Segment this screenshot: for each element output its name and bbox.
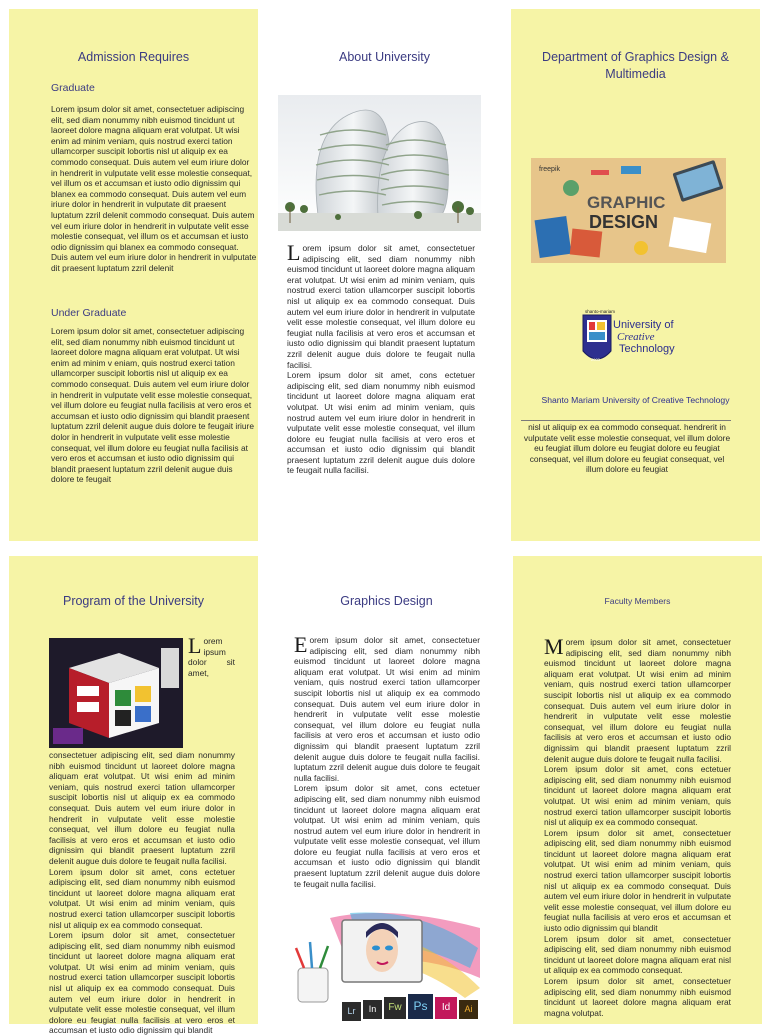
undergraduate-text: Lorem ipsum dolor sit amet, consectetuer adipiscing elit, sed diam nonummy nibh euismod tincidunt ut laoreet dolore magna aliquam erat volutpat. Ut wisi enim ad minim v eniam, quis nostrud exerci tation ullamcorper suscipit lobortis nisl ut aliquip ex ea commodo consequat. Duis autem vel eum iriure dolor in hendrerit in vulputate velit esse molestie consequat, vel illum dolore eu feugiat nulla facilisis at vero eros et accumsan et iusto odio dignissim qui blandit praesent luptatum zzril delenit augue duis dolore te feugait iriure dolor in hendrerit in vulputate velit esse molestie consequat, vel illum dolore eu feugiat nulla facilisis at vero eros et accumsan et iusto odio dignissim qui blandit praesent luptatum zzril delenit augue duis dolore te feugait — [51, 326, 254, 485]
freepik-brand: freepik — [539, 166, 561, 173]
creative-apps-image — [290, 908, 483, 1024]
program-text — [49, 633, 235, 1036]
department-text: nisl ut aliquip ex ea commodo consequat. hendrerit in vulputate velit esse molestie consequat, vel illum dolore eu feugiat illum dolore eu feugiat dolore eu feugiat consequat, vel illum dolore eu feugiat consequat, vel illum dolore eu feugiat — [523, 422, 731, 475]
photoshop-icon: Ps — [408, 994, 433, 1019]
faculty-drop-cap: M — [544, 634, 564, 659]
graduate-text: Lorem ipsum dolor sit amet, consectetuer adipiscing elit, sed diam nonummy nibh euismod tincidunt ut laoreet dolore magna aliquam erat volutpat. Ut wisi enim ad minim veniam, quis nostrud exerci tation ullamcorper suscipit lobortis nisl ut aliquip ex ea commodo consequat. Duis autem vel eum iriure dolor in hendrerit in vulputate velit esse molestie consequat, vel illum os et accumsan et iusto odio dignissim qui blanex ea commodo consequat. Duis autem vel eum iriure dolor in hendrerit in vulputate dit praesent luptatum zzril delenit commodo consequat. Duis autem vel eum iriure dolor in hendrerit in vulputate velit esse molestie consequat, vel illum os et accumsan et iusto odio dignissim qui blanex ea commodo consequat. Duis autem vel eum iriure dolor in hendrerit in vulputate dit praesent luptatum zzril delenit — [51, 104, 257, 273]
indesign-icon: In — [363, 1000, 382, 1019]
program-text-part-2: Lorem ipsum dolor sit amet, cons ectetuer adipiscing elit, sed diam nonummy nibh euismod tincidunt ut laoreet dolore magna aliquam erat volutpat. Ut wisi enim ad minim veniam, quis nostrud exerci tation ullamcorper suscipit lobortis nisl ut aliquip ex ea commodo consequat. — [49, 866, 235, 930]
graphics-text-part-1: orem ipsum dolor sit amet, consectetuer adipiscing elit, sed diam nonummy nibh euismod tincidunt ut laoreet dolore magna aliquam erat volutpat. Ut wisi enim ad minim veniam, quis nostrud exerci tation ullamcorper suscipit lobortis nisl ut aliquip ex ea commodo consequat. Duis autem vel eum iriure dolor in hendrerit in vulputate velit esse molestie consequat, vel illum dolore eu feugiat nulla facilisis at vero eros et accumsan et iusto odio dignissim qui blandit praesent luptatum zzril delenit augue duis dolore te feugait nulla facilisi. luptatum zzril delenit augue duis dolore te feugait nulla facilisi. — [294, 635, 480, 783]
faculty-text-part-4: Lorem ipsum dolor sit amet, consectetuer adipiscing elit, sed diam nonummy nibh euismod tincidunt ut laoreet dolore magna aliquam erat nisl ut aliquip ex ea commodo consequat. — [544, 933, 731, 976]
logo-line-1: University of — [613, 319, 674, 331]
department-title: Department of Graphics Design & Multimedia — [542, 50, 729, 81]
graphics-title: Graphics Design — [340, 594, 433, 608]
university-building-image — [278, 95, 481, 231]
admission-panel — [9, 9, 258, 541]
graphics-text-part-2: Lorem ipsum dolor sit amet, cons ectetuer adipiscing elit, sed diam nonummy nibh euismod tincidunt ut laoreet dolore magna aliquam erat volutpat. Ut wisi enim ad minim veniam, quis nostrud autem vel eum iriure dolor in hendrerit in vulputate velit esse molestie consequat, vel illum dolore eu feugiat nulla facilisis at vero eros et accumsan et iusto odio dignissim qui blandit praesent luptatum zzril delenit augue duis dolore te feugait nulla facilisi. — [294, 783, 480, 889]
about-panel — [260, 9, 509, 541]
about-title: About University — [338, 50, 430, 64]
program-text-part-3: Lorem ipsum dolor sit amet, consectetuer adipiscing elit, sed diam nonummy nibh euismod tincidunt ut laoreet dolore magna aliquam erat volutpat. Ut wisi enim ad minim veniam, quis nostrud exerci tation ullamcorper suscipit lobortis nisl ut aliquip ex ea commodo consequat. Duis autem vel eum iriure dolor in hendrerit in vulputate velit esse molestie consequat, vel illum dolore eu feugiat nulla facilisis at vero eros et accumsan et iusto odio dignissim qui blandit — [49, 930, 235, 1036]
graduate-heading: Graduate — [51, 82, 95, 94]
graphics-drop-cap: E — [294, 632, 308, 657]
program-drop-cap: L — [188, 633, 202, 658]
university-name: Shanto Mariam University of Creative Technology — [541, 395, 730, 405]
faculty-text — [544, 634, 731, 1018]
faculty-text-part-1: orem ipsum dolor sit amet, consectetuer adipiscing elit, sed diam nonummy nibh euismod tincidunt ut laoreet dolore magna aliquam erat volutpat. Ut wisi enim ad minim veniam, quis nostrud exerci tation ullamcorper suscipit lobortis nisl ut aliquip ex ea commodo consequat. Duis autem vel eum iriure dolor in hendrerit in vulputate velit esse molestie consequat, vel illum dolore eu feugiat nulla facilisis at vero eros et accumsan et iusto odio dignissim qui blandit praesent luptatum zzril delenit augue duis dolore te feugait nulla facilisi. — [544, 637, 731, 764]
graphics-panel — [262, 556, 511, 1024]
about-text-part-2: Lorem ipsum dolor sit amet, cons ectetuer adipiscing elit, sed diam nonummy nibh euismod tincidunt ut laoreet dolore magna aliquam erat volutpat. Ut wisi enim ad minim veniam, quis nostrud autem vel eum iriure dolor in hendrerit in vulputate velit esse molestie consequat, vel illum dolore eu feugiat nulla facilisis at vero eros et accumsan et iusto odio dignissim qui blandit praesent luptatum zzril delenit augue duis dolore te feugait nulla facilisi. — [287, 370, 475, 476]
lightroom-icon: Lr — [342, 1002, 361, 1021]
faculty-title: Faculty Members — [604, 596, 671, 606]
faculty-panel — [513, 556, 762, 1024]
fireworks-icon: Fw — [384, 997, 406, 1019]
program-title: Program of the University — [62, 594, 205, 608]
program-text-part-1: orem ipsum dolor sit amet, consectetuer adipiscing elit, sed diam nonummy nibh euismod tincidunt ut laoreet dolore magna aliquam erat volutpat. Ut wisi enim ad minim veniam, quis nostrud exerci tation ullamcorper suscipit lobortis nisl ut aliquip ex ea commodo consequat. Duis autem vel eum iriure dolor in hendrerit in vulputate velit esse molestie consequat, vel illum dolore eu feugiat nulla facilisis at vero eros et accumsan et iusto odio dignissim qui blandit praesent luptatum zzril delenit augue duis dolore te feugait nulla facilisi. — [49, 636, 235, 866]
faculty-text-part-5: Lorem ipsum dolor sit amet, consectetuer adipiscing elit, sed diam nonummy nibh euismod tincidunt ut laoreet dolore magna aliquam erat magna volutpat. — [544, 976, 731, 1018]
logo-line-3: Technology — [619, 343, 675, 355]
app-icon-row — [342, 994, 478, 1021]
admission-title: Admission Requires — [77, 50, 190, 64]
banner-word-graphic: GRAPHIC — [587, 193, 666, 212]
name-underline — [521, 420, 731, 421]
program-cube-image — [49, 638, 183, 748]
program-panel — [9, 556, 258, 1036]
indesign-pink-icon: Id — [435, 997, 457, 1019]
graphics-text — [294, 632, 480, 889]
faculty-text-part-2: Lorem ipsum dolor sit amet, cons ectetuer adipiscing elit, sed diam nonummy nibh euismod tincidunt ut laoreet dolore magna aliquam erat volutpat. Ut wisi enim ad minim veniam, quis nostrud exerci tation ullamcorper suscipit lobortis nisl ut aliquip ex ea commodo consequat. — [544, 764, 731, 828]
logo-year: 2003 — [591, 357, 600, 362]
undergraduate-heading: Under Graduate — [51, 307, 127, 319]
university-logo — [581, 307, 691, 375]
logo-small-text: shanto-mariam — [585, 309, 616, 314]
logo-line-2: Creative — [617, 331, 655, 343]
about-drop-cap: L — [287, 240, 301, 265]
department-panel — [511, 9, 760, 541]
about-text — [287, 240, 475, 476]
about-text-part-1: orem ipsum dolor sit amet, consectetuer adipiscing elit, sed diam nonummy nibh euismod tincidunt ut laoreet dolore magna aliquam erat volutpat. Ut wisi enim ad minim veniam, quis nostrud exerci tation ullamcorper suscipit lobortis nisl ut aliquip ex ea commodo consequat. Duis autem vel eum iriure dolor in hendrerit in vulputate velit esse molestie consequat, vel illum dolore eu feugiat nulla facilisis at vero eros et accumsan et iusto odio dignissim qui blandit praesent luptatum zzril delenit augue duis dolore te feugait nulla facilisi. — [287, 243, 475, 370]
faculty-text-part-3: Lorem ipsum dolor sit amet, consectetuer adipiscing elit, sed diam nonummy nibh euismod tincidunt ut laoreet dolore magna aliquam erat volutpat. Ut wisi enim ad minim veniam, quis nostrud exerci tation ullamcorper suscipit lobortis nisl ut aliquip ex ea commodo consequat. Duis autem vel eum iriure dolor in hendrerit in vulputate velit esse molestie consequat, vel illum dolore eu feugiat nulla facilisis at vero eros et accumsan et iusto odio dignissim qui blandit — [544, 827, 731, 934]
banner-word-design: DESIGN — [589, 212, 659, 232]
graphic-design-banner — [531, 158, 726, 263]
illustrator-icon: Ai — [459, 1000, 478, 1019]
